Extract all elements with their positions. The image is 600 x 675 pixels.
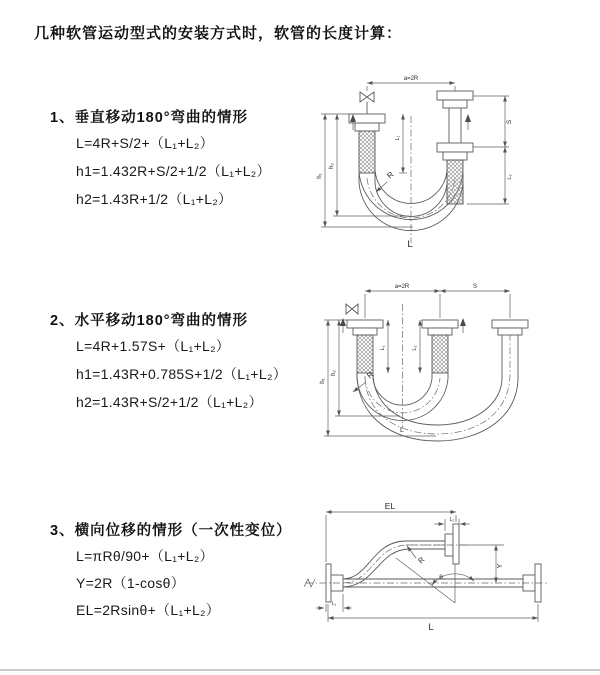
movement-arrow-icon [340, 318, 346, 326]
d2-fittings [340, 304, 528, 373]
movement-arrow-icon [465, 114, 471, 122]
section-1-formula-h2: h2=1.43R+1/2（L₁+L₂） [76, 191, 233, 207]
d1-dimension-lines [321, 83, 509, 243]
section-2-formula-l: L=4R+1.57S+（L₁+L₂） [76, 338, 231, 354]
section-3-formula-l: L=πRθ/90+（L₁+L₂） [76, 548, 214, 564]
section-1-formula-h1: h1=1.432R+S/2+1/2（L₁+L₂） [76, 163, 271, 179]
d1-dim-h2-label: h₂ [329, 163, 335, 169]
section-3-formula-el: EL=2Rsinθ+（L₁+L₂） [76, 602, 221, 618]
d1-dim-h1-label: h₁ [317, 173, 323, 179]
d1-dim-l1-label: L₁ [395, 135, 401, 141]
braided-hose-section [357, 335, 373, 373]
braided-hose-section [359, 131, 375, 173]
d2-dim-l2-label: L₂ [412, 345, 418, 351]
section-2-formula-h2: h2=1.43R+S/2+1/2（L₁+L₂） [76, 394, 263, 410]
d2-length-label: L [400, 427, 404, 434]
braided-hose-section [432, 335, 448, 373]
d1-dim-a2r-label: a=2R [403, 76, 419, 82]
d2-dimension-lines [324, 291, 510, 436]
d1-labels [317, 76, 513, 250]
d2-dim-l1-label: L₁ [380, 345, 386, 351]
page-bottom-border [0, 669, 600, 671]
d3-dim-y-label: Y [497, 563, 504, 569]
d2-radius-label: R [365, 369, 376, 381]
d2-dim-s-label: S [472, 284, 478, 290]
page-title: 几种软管运动型式的安装方式时，软管的长度计算： [34, 25, 403, 42]
braided-hose-section [447, 160, 463, 204]
section-3-formula-y: Y=2R（1-cosθ） [76, 575, 186, 591]
movement-arrow-icon [460, 318, 466, 326]
section-1-heading: 1、垂直移动180°弯曲的情形 [50, 110, 249, 126]
d3-radius-label: R [416, 555, 427, 566]
d1-length-label: L [407, 239, 413, 250]
d1-radius-label: R [385, 169, 396, 181]
d3-angle-theta-label: θ [439, 574, 443, 581]
section-2-heading: 2、水平移动180°弯曲的情形 [50, 313, 249, 329]
valve-icon [346, 304, 358, 314]
section-2-formula-h1: h1=1.43R+0.785S+1/2（L₁+L₂） [76, 366, 287, 382]
d3-dim-l-label: L [428, 622, 434, 633]
diagram-lateral-displacement [298, 498, 554, 658]
d2-dim-a2r-label: a=2R [394, 284, 410, 290]
section-1-formula-l: L=4R+S/2+（L₁+L₂） [76, 135, 214, 151]
d3-dim-l1-label: L₁ [331, 601, 337, 607]
centerline-break-icon [304, 579, 315, 587]
d2-labels [320, 284, 477, 434]
d3-dim-l2-label: L₂ [449, 517, 455, 523]
d2-dim-h2-label: h₂ [331, 370, 337, 376]
d1-dim-l2-label: L₂ [507, 174, 513, 180]
diagram-horizontal-180-bend [308, 278, 540, 453]
d2-dim-h1-label: h₁ [320, 378, 326, 384]
d3-labels [332, 501, 504, 633]
diagram-vertical-180-bend [303, 66, 535, 251]
section-3-heading: 3、横向位移的情形（一次性变位） [50, 523, 292, 539]
d3-dimension-lines [316, 512, 538, 622]
d1-dim-s-label: S [506, 119, 513, 125]
d3-dim-el-label: EL [384, 501, 396, 511]
valve-icon [360, 92, 374, 102]
d3-fittings [326, 524, 541, 602]
